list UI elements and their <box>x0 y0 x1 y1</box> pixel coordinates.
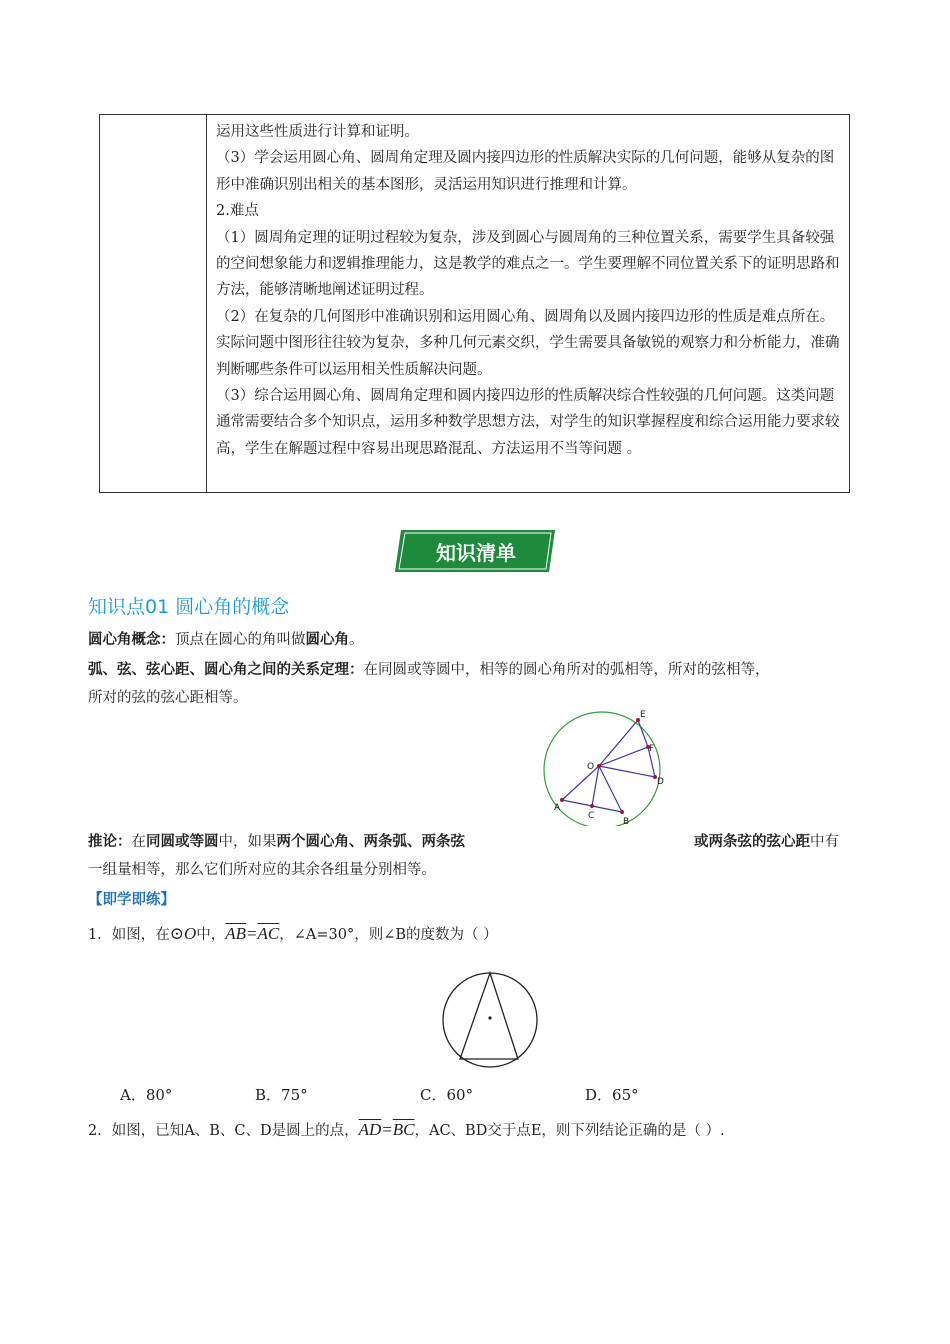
label-F: F <box>649 744 655 754</box>
concept-text: 顶点在圆心的角叫做 <box>175 632 306 648</box>
arc-ab: $\overline{AB}$ <box>225 924 247 943</box>
corollary-text: 在 <box>131 834 146 850</box>
section-banner <box>395 528 557 574</box>
question-text: ，∠A=30°，则∠B的度数为（ ） <box>279 927 498 943</box>
corollary-text: 中有 <box>810 834 839 850</box>
concept-end: 。 <box>349 632 364 648</box>
theorem-line <box>88 656 878 684</box>
concept-label: 圆心角概念： <box>88 631 175 648</box>
question-text: ，AC、BD交于点E，则下列结论正确的是（ ）. <box>414 1123 725 1139</box>
table-line: 2.难点 <box>216 203 259 220</box>
option-b[interactable]: B．75° <box>255 1086 308 1104</box>
theorem-line-2: 所对的弦的弦心距相等。 <box>88 690 248 706</box>
corollary-term: 两个圆心角、两条弧、两条弦 <box>276 833 465 850</box>
label-E: E <box>640 710 646 720</box>
option-d[interactable]: D．65° <box>585 1086 639 1104</box>
label-D: D <box>657 777 664 787</box>
equals-sign: = <box>381 1120 393 1139</box>
figure-central-angles <box>540 702 672 826</box>
arc-ac: $\overline{AC}$ <box>257 924 280 943</box>
label-B: B <box>623 817 630 826</box>
arc-bc: $\overline{BC}$ <box>392 1120 415 1139</box>
table-line: （3）学会运用圆心角、圆周角定理及圆内接四边形的性质解决实际的几何问题，能够从复杂的图形中准确识别出相关的基本图形，灵活运用知识进行推理和计算。 <box>216 150 835 193</box>
table-content-cell <box>216 119 846 462</box>
corollary-label: 推论： <box>88 833 132 850</box>
table-line: 运用这些性质进行计算和证明。 <box>216 124 419 140</box>
question-2 <box>88 1116 725 1145</box>
theorem-text: 在同圆或等圆中，相等的圆心角所对的弧相等，所对的弦相等， <box>363 662 770 678</box>
label-A: A <box>554 803 561 813</box>
equals-sign: = <box>246 924 258 943</box>
question-text: 如图，已知A、B、C、D是圆上的点， <box>111 1123 359 1139</box>
table-line: （2）在复杂的几何图形中准确识别和运用圆心角、圆周角以及圆内接四边形的性质是难点所在。实际问题中图形往往较为复杂，多种几何元素交织，学生需要具备敏锐的观察力和分析能力，准确判断哪些条件可以运用相关性质解决问题。 <box>216 308 840 378</box>
knowledge-point-title: 知识点01 圆心角的概念 <box>88 596 290 618</box>
corollary-term: 同圆或等圆 <box>146 833 219 850</box>
objectives-table <box>99 114 850 493</box>
figure-inscribed-triangle <box>440 956 542 1072</box>
concept-term: 圆心角 <box>305 631 349 648</box>
label-C: C <box>588 811 595 821</box>
banner-label: 知识清单 <box>436 541 516 565</box>
theorem-label: 弧、弦、弦心距、圆心角之间的关系定理： <box>88 661 364 678</box>
option-c[interactable]: C．60° <box>420 1086 474 1104</box>
question-text: 如图，在 <box>111 927 170 943</box>
corollary-term: 或两条弦的弦心距 <box>694 833 810 850</box>
option-a[interactable]: A．80° <box>120 1086 173 1104</box>
label-O: O <box>587 762 595 772</box>
circle-symbol: ⊙O <box>169 924 197 943</box>
table-line: （3）综合运用圆心角、圆周角定理和圆内接四边形的性质解决综合性较强的几何问题。这类问题通常需要结合多个知识点，运用多种数学思想方法，对学生的知识掌握程度和综合运用能力要求较高，学生在解题过程中容易出现思路混乱、方法运用不当等问题 。 <box>216 388 840 457</box>
practice-header: 【即学即练】 <box>88 891 175 908</box>
table-line: （1）圆周角定理的证明过程较为复杂，涉及到圆心与圆周角的三种位置关系，需要学生具备较强的空间想象能力和逻辑推理能力，这是教学的难点之一。学生要理解不同位置关系下的证明思路和方法，能够清晰地阐述证明过程。 <box>216 229 840 299</box>
question-number: 2． <box>88 1123 112 1139</box>
corollary-line-2: 一组量相等，那么它们所对应的其余各组量分别相等。 <box>88 862 436 878</box>
corollary-line-tail <box>694 828 839 856</box>
question-text: 中， <box>196 927 226 943</box>
corollary-text: 中，如果 <box>218 834 277 850</box>
table-column-divider <box>206 115 207 492</box>
question-number: 1． <box>88 927 112 943</box>
question-1 <box>88 920 498 949</box>
arc-ad: $\overline{AD}$ <box>358 1120 382 1139</box>
concept-line <box>88 626 364 654</box>
corollary-line <box>88 828 528 856</box>
